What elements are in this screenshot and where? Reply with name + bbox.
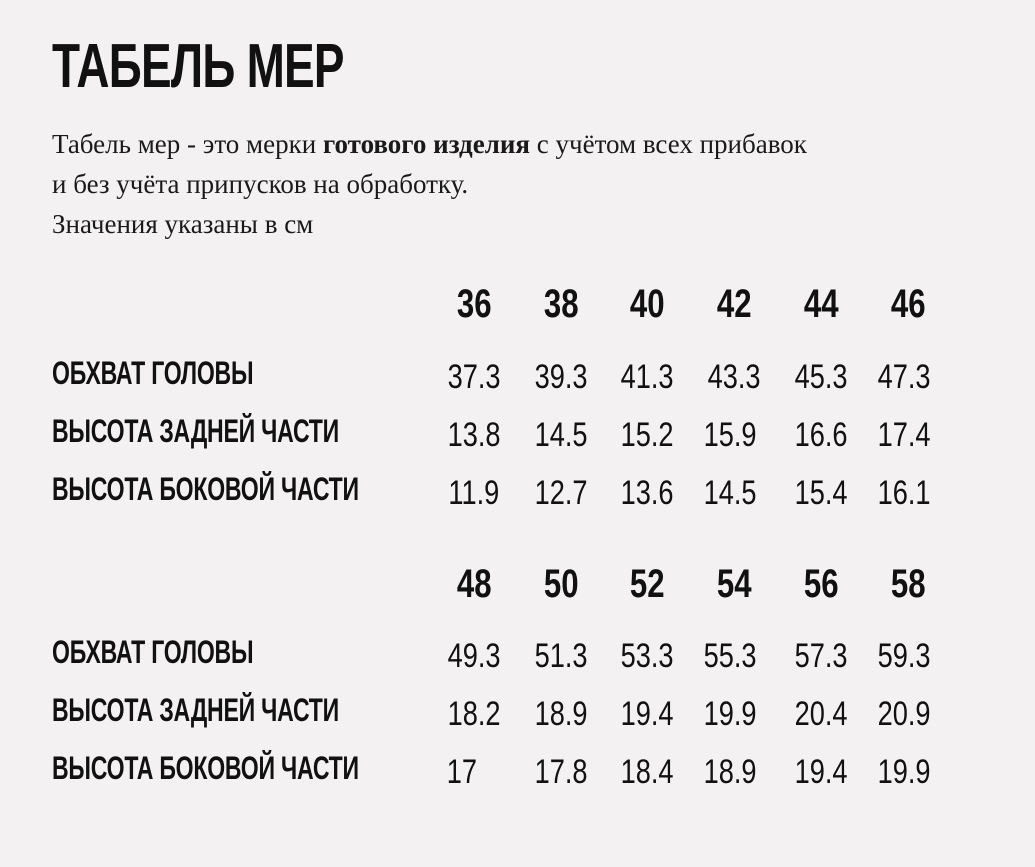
table-cell: 43.3 xyxy=(707,358,761,396)
table-cell: 19.4 xyxy=(794,753,848,791)
table-cell: 17 xyxy=(446,753,478,791)
size-header: 58 xyxy=(890,562,926,606)
intro-text-before: Табель мер - это мерки xyxy=(52,129,323,159)
table-cell: 17.4 xyxy=(877,416,931,454)
table-cell: 12.7 xyxy=(534,474,588,512)
row-label-back-height: ВЫСОТА ЗАДНЕЙ ЧАСТИ xyxy=(52,692,340,728)
table-cell: 55.3 xyxy=(703,637,757,675)
row-label-back-height: ВЫСОТА ЗАДНЕЙ ЧАСТИ xyxy=(52,413,340,449)
table-cell: 19.9 xyxy=(877,753,931,791)
size-header: 36 xyxy=(456,282,492,326)
table-cell: 18.9 xyxy=(703,753,757,791)
table-cell: 18.2 xyxy=(447,695,501,733)
table-cell: 53.3 xyxy=(620,637,674,675)
table-cell: 18.9 xyxy=(534,695,588,733)
table-cell: 15.9 xyxy=(703,416,757,454)
size-header: 44 xyxy=(803,282,839,326)
size-header: 46 xyxy=(890,282,926,326)
table-cell: 14.5 xyxy=(534,416,588,454)
size-header: 42 xyxy=(716,282,752,326)
table-cell: 13.8 xyxy=(447,416,501,454)
table-cell: 20.4 xyxy=(794,695,848,733)
table-cell: 15.2 xyxy=(620,416,674,454)
table-cell: 20.9 xyxy=(877,695,931,733)
table-cell: 14.5 xyxy=(703,474,757,512)
table-cell: 49.3 xyxy=(447,637,501,675)
intro-line-1 xyxy=(52,124,1022,164)
table-cell: 15.4 xyxy=(794,474,848,512)
table-cell: 16.6 xyxy=(794,416,848,454)
intro-bold-phrase: готового изделия xyxy=(322,129,531,159)
table-cell: 19.9 xyxy=(703,695,757,733)
table-cell: 57.3 xyxy=(794,637,848,675)
size-header: 54 xyxy=(716,562,752,606)
row-label-head-circumference: ОБХВАТ ГОЛОВЫ xyxy=(52,355,254,391)
table-cell: 47.3 xyxy=(877,358,931,396)
page-title: ТАБЕЛЬ МЕР xyxy=(52,32,344,101)
table-cell: 19.4 xyxy=(620,695,674,733)
table-cell: 17.8 xyxy=(534,753,588,791)
intro-text-after: с учётом всех прибавок xyxy=(530,129,807,159)
table-cell: 41.3 xyxy=(620,358,674,396)
size-header: 48 xyxy=(456,562,492,606)
table-cell: 13.6 xyxy=(620,474,674,512)
table-cell: 37.3 xyxy=(447,358,501,396)
size-header: 38 xyxy=(543,282,579,326)
size-header: 50 xyxy=(543,562,579,606)
table-cell: 51.3 xyxy=(534,637,588,675)
size-header: 52 xyxy=(629,562,665,606)
table-cell: 16.1 xyxy=(877,474,931,512)
row-label-side-height: ВЫСОТА БОКОВОЙ ЧАСТИ xyxy=(52,750,359,786)
size-header: 40 xyxy=(629,282,665,326)
table-cell: 18.4 xyxy=(620,753,674,791)
intro-text xyxy=(52,124,1022,244)
size-header: 56 xyxy=(803,562,839,606)
table-cell: 45.3 xyxy=(794,358,848,396)
intro-units-note: Значения указаны в см xyxy=(52,209,314,239)
table-cell: 11.9 xyxy=(448,474,500,512)
intro-line-2: и без учёта припусков на обработку. xyxy=(52,169,469,199)
table-cell: 39.3 xyxy=(534,358,588,396)
row-label-head-circumference: ОБХВАТ ГОЛОВЫ xyxy=(52,634,254,670)
table-cell: 59.3 xyxy=(877,637,931,675)
row-label-side-height: ВЫСОТА БОКОВОЙ ЧАСТИ xyxy=(52,471,359,507)
